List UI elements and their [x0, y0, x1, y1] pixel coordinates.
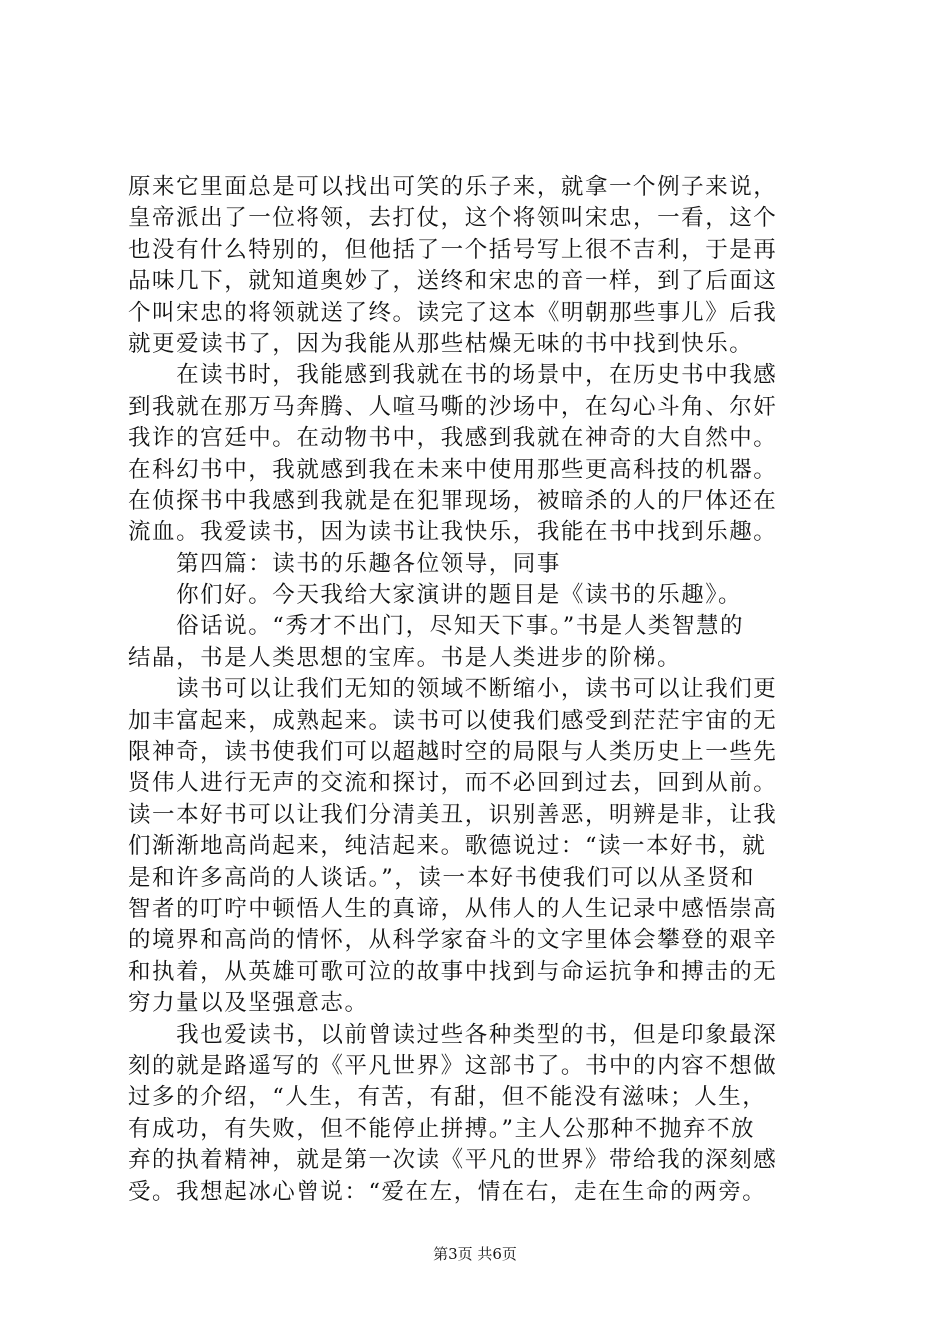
text-line: 我诈的宫廷中。在动物书中，我感到我就在神奇的大自然中。: [128, 425, 778, 452]
text-line: 品味几下，就知道奥妙了，送终和宋忠的音一样，到了后面这: [128, 268, 778, 295]
text-line: 加丰富起来，成熟起来。读书可以使我们感受到茫茫宇宙的无: [128, 707, 778, 734]
text-line: 在读书时，我能感到我就在书的场景中，在历史书中我感: [128, 362, 778, 389]
text-line: 皇帝派出了一位将领，去打仗，这个将领叫宋忠，一看，这个: [128, 205, 778, 232]
text-line: 过多的介绍，“人生，有苦，有甜，但不能没有滋味；人生，: [128, 1084, 767, 1111]
text-line: 我也爱读书，以前曾读过些各种类型的书，但是印象最深: [128, 1021, 778, 1048]
text-line: 受。我想起冰心曾说：“爱在左，情在右，走在生命的两旁。: [128, 1178, 767, 1205]
page-number-footer: 第3页 共6页: [433, 1245, 517, 1263]
text-line: 读一本好书可以让我们分清美丑，识别善恶，明辨是非，让我: [128, 801, 778, 828]
text-line: 贤伟人进行无声的交流和探讨，而不必回到过去，回到从前。: [128, 770, 778, 797]
text-line: 在侦探书中我感到我就是在犯罪现场，被暗杀的人的尸体还在: [128, 487, 778, 514]
text-line: 有成功，有失败，但不能停止拼搏。”主人公那种不抛弃不放: [128, 1115, 756, 1142]
text-line: 原来它里面总是可以找出可笑的乐子来，就拿一个例子来说，: [128, 174, 778, 200]
section-heading: 第四篇：读书的乐趣各位领导，同事: [128, 550, 561, 577]
text-line: 在科幻书中，我就感到我在未来中使用那些更高科技的机器。: [128, 456, 778, 483]
text-line: 刻的就是路遥写的《平凡世界》这部书了。书中的内容不想做: [128, 1052, 778, 1079]
text-line: 结晶，书是人类思想的宝库。书是人类进步的阶梯。: [128, 644, 682, 671]
text-line: 你们好。今天我给大家演讲的题目是《读书的乐趣》。: [128, 582, 743, 609]
text-line: 个叫宋忠的将领就送了终。读完了这本《明朝那些事儿》后我: [128, 299, 778, 326]
text-line: 和执着，从英雄可歌可泣的故事中找到与命运抗争和搏击的无: [128, 958, 778, 985]
text-line: 限神奇，读书使我们可以超越时空的局限与人类历史上一些先: [128, 739, 778, 766]
text-line: 弃的执着精神，就是第一次读《平凡的世界》带给我的深刻感: [128, 1147, 778, 1174]
text-line: 穷力量以及坚强意志。: [128, 990, 369, 1017]
text-line: 流血。我爱读书，因为读书让我快乐，我能在书中找到乐趣。: [128, 519, 778, 546]
text-line: 就更爱读书了，因为我能从那些枯燥无味的书中找到快乐。: [128, 330, 754, 357]
text-line: 们渐渐地高尚起来，纯洁起来。歌德说过：“读一本好书，就: [128, 833, 767, 860]
text-line: 智者的叮咛中顿悟人生的真谛，从伟人的人生记录中感悟崇高: [128, 895, 778, 922]
body-text: [128, 172, 848, 1208]
text-line: 是和许多高尚的人谈话。”，读一本好书使我们可以从圣贤和: [128, 864, 756, 891]
text-line: 到我就在那万马奔腾、人喧马嘶的沙场中，在勾心斗角、尔奸: [128, 393, 778, 420]
text-line: 读书可以让我们无知的领域不断缩小，读书可以让我们更: [128, 676, 778, 703]
text-line: 的境界和高尚的情怀，从科学家奋斗的文字里体会攀登的艰辛: [128, 927, 778, 954]
text-line: 也没有什么特别的，但他括了一个括号写上很不吉利，于是再: [128, 236, 778, 263]
text-line: 俗话说。“秀才不出门，尽知天下事。”书是人类智慧的: [128, 613, 745, 640]
